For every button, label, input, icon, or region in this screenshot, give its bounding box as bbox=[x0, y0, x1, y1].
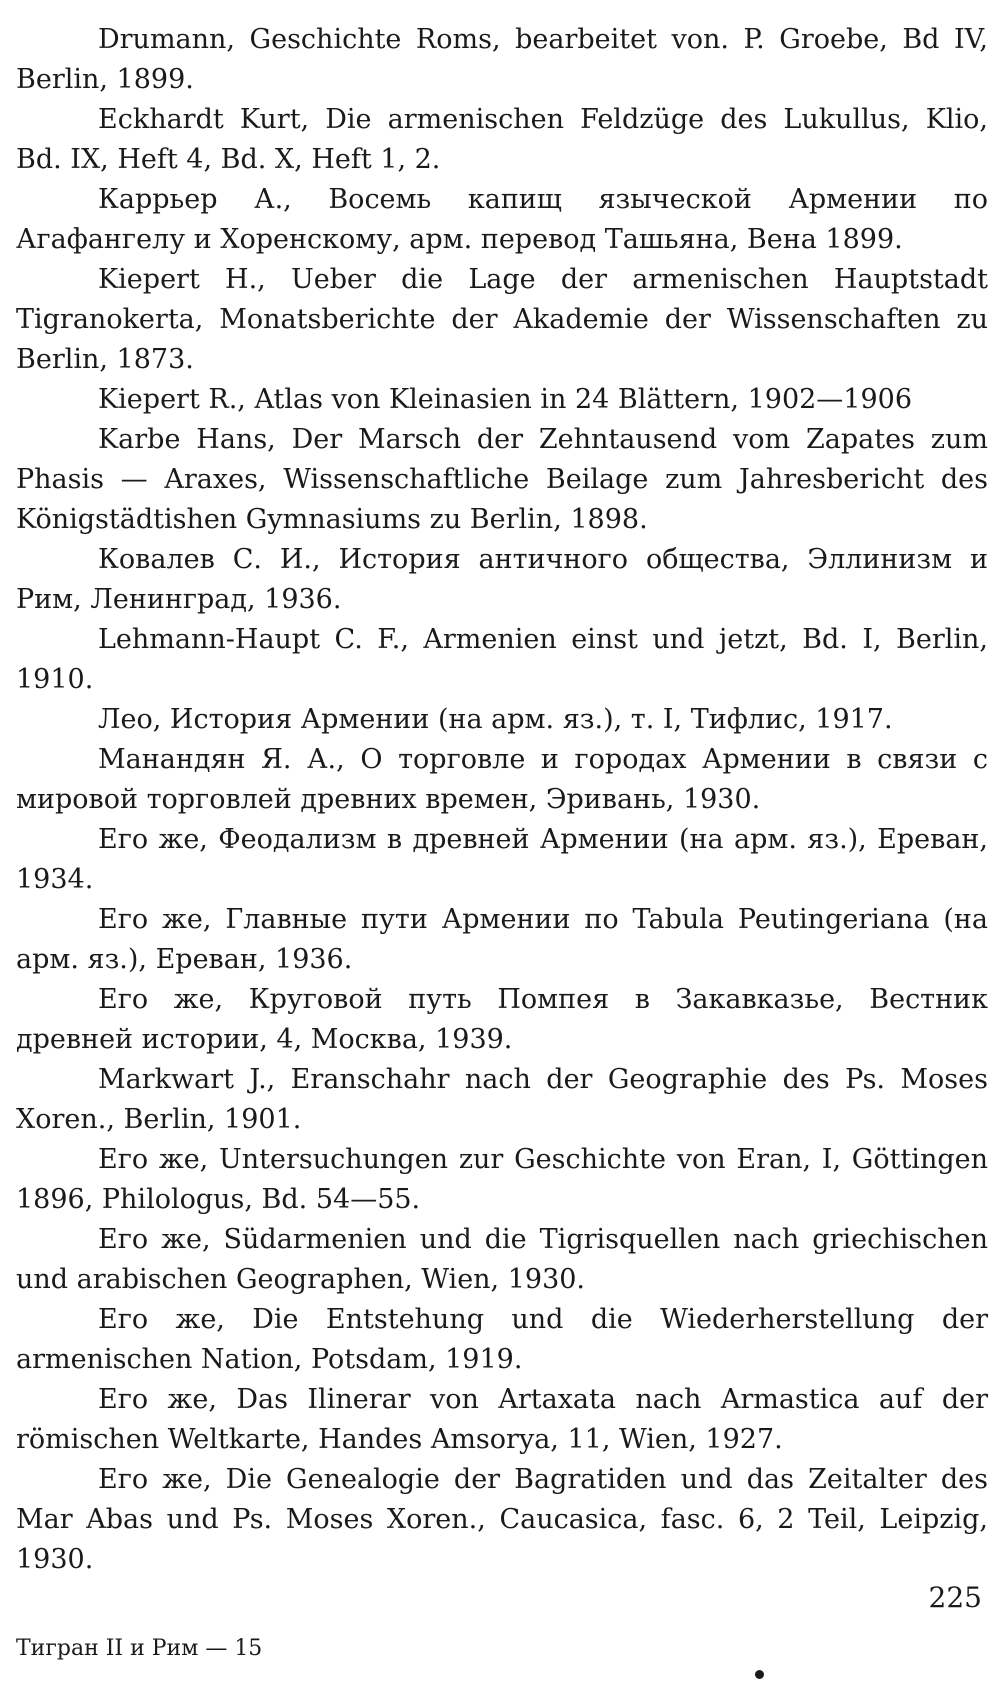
bibliography-entry: Eckhardt Kurt, Die armenischen Feldzüge des Lukullus, Klio, Bd. IX, Heft 4, Bd. X, Heft 1, 2. bbox=[16, 104, 988, 175]
bibliography-entry: Karbe Hans, Der Marsch der Zehntausend vom Zapates zum Phasis — Araxes, Wissenschaftliche Beilage zum Jahresbericht des Königstädtishen Gymnasiums zu Berlin, 1898. bbox=[16, 424, 988, 535]
bibliography-entry: Каррьер А., Восемь капищ языческой Армении по Агафангелу и Хоренскому, арм. перевод Ташьяна, Вена 1899. bbox=[16, 184, 988, 255]
bibliography-entry: Kiepert H., Ueber die Lage der armenischen Hauptstadt Tigranokerta, Monatsberichte der Akademie der Wissenschaften zu Berlin, 1873. bbox=[16, 264, 988, 375]
bibliography-entry: Его же, Untersuchungen zur Geschichte von Eran, I, Göttingen 1896, Philologus, Bd. 54—55. bbox=[16, 1144, 988, 1215]
bibliography-entry: Его же, Феодализм в древней Армении (на арм. яз.), Ереван, 1934. bbox=[16, 824, 988, 895]
bibliography-entry: Его же, Das Ilinerar von Artaxata nach Armastica auf der römischen Weltkarte, Handes Amsorya, 11, Wien, 1927. bbox=[16, 1384, 988, 1455]
bibliography-entry: Его же, Круговой путь Помпея в Закавказье, Вестник древней истории, 4, Москва, 1939. bbox=[16, 984, 988, 1055]
footer-signature: Тигран II и Рим — 15 bbox=[16, 1636, 263, 1661]
page-number: 225 bbox=[928, 1581, 982, 1614]
bibliography-entry: Kiepert R., Atlas von Kleinasien in 24 Blättern, 1902—1906 bbox=[98, 384, 913, 415]
bibliography-entry: Его же, Die Genealogie der Bagratiden und das Zeitalter des Mar Abas und Ps. Moses Xoren., Caucasica, fasc. 6, 2 Teil, Leipzig, 1930. bbox=[16, 1464, 988, 1575]
bibliography-entry: Манандян Я. А., О торговле и городах Армении в связи с мировой торговлей древних времен, Эривань, 1930. bbox=[16, 744, 988, 815]
ink-dot bbox=[755, 1670, 764, 1679]
bibliography-entry: Markwart J., Eranschahr nach der Geographie des Ps. Moses Xoren., Berlin, 1901. bbox=[16, 1064, 988, 1135]
bibliography-entry: Drumann, Geschichte Roms, bearbeitet von. P. Groebe, Bd IV, Berlin, 1899. bbox=[16, 24, 988, 95]
bibliography-entry: Его же, Главные пути Армении по Tabula Peutingeriana (на арм. яз.), Ереван, 1936. bbox=[16, 904, 988, 975]
bibliography-entry: Лео, История Армении (на арм. яз.), т. I, Тифлис, 1917. bbox=[98, 704, 893, 735]
bibliography-entry: Lehmann-Haupt C. F., Armenien einst und jetzt, Bd. I, Berlin, 1910. bbox=[16, 624, 988, 695]
bibliography-entry: Его же, Südarmenien und die Tigrisquellen nach griechischen und arabischen Geographen, Wien, 1930. bbox=[16, 1224, 988, 1295]
bibliography-list bbox=[16, 20, 988, 1580]
bibliography-entry: Его же, Die Entstehung und die Wiederherstellung der armenischen Nation, Potsdam, 1919. bbox=[16, 1304, 988, 1375]
bibliography-entry: Ковалев С. И., История античного общества, Эллинизм и Рим, Ленинград, 1936. bbox=[16, 544, 988, 615]
